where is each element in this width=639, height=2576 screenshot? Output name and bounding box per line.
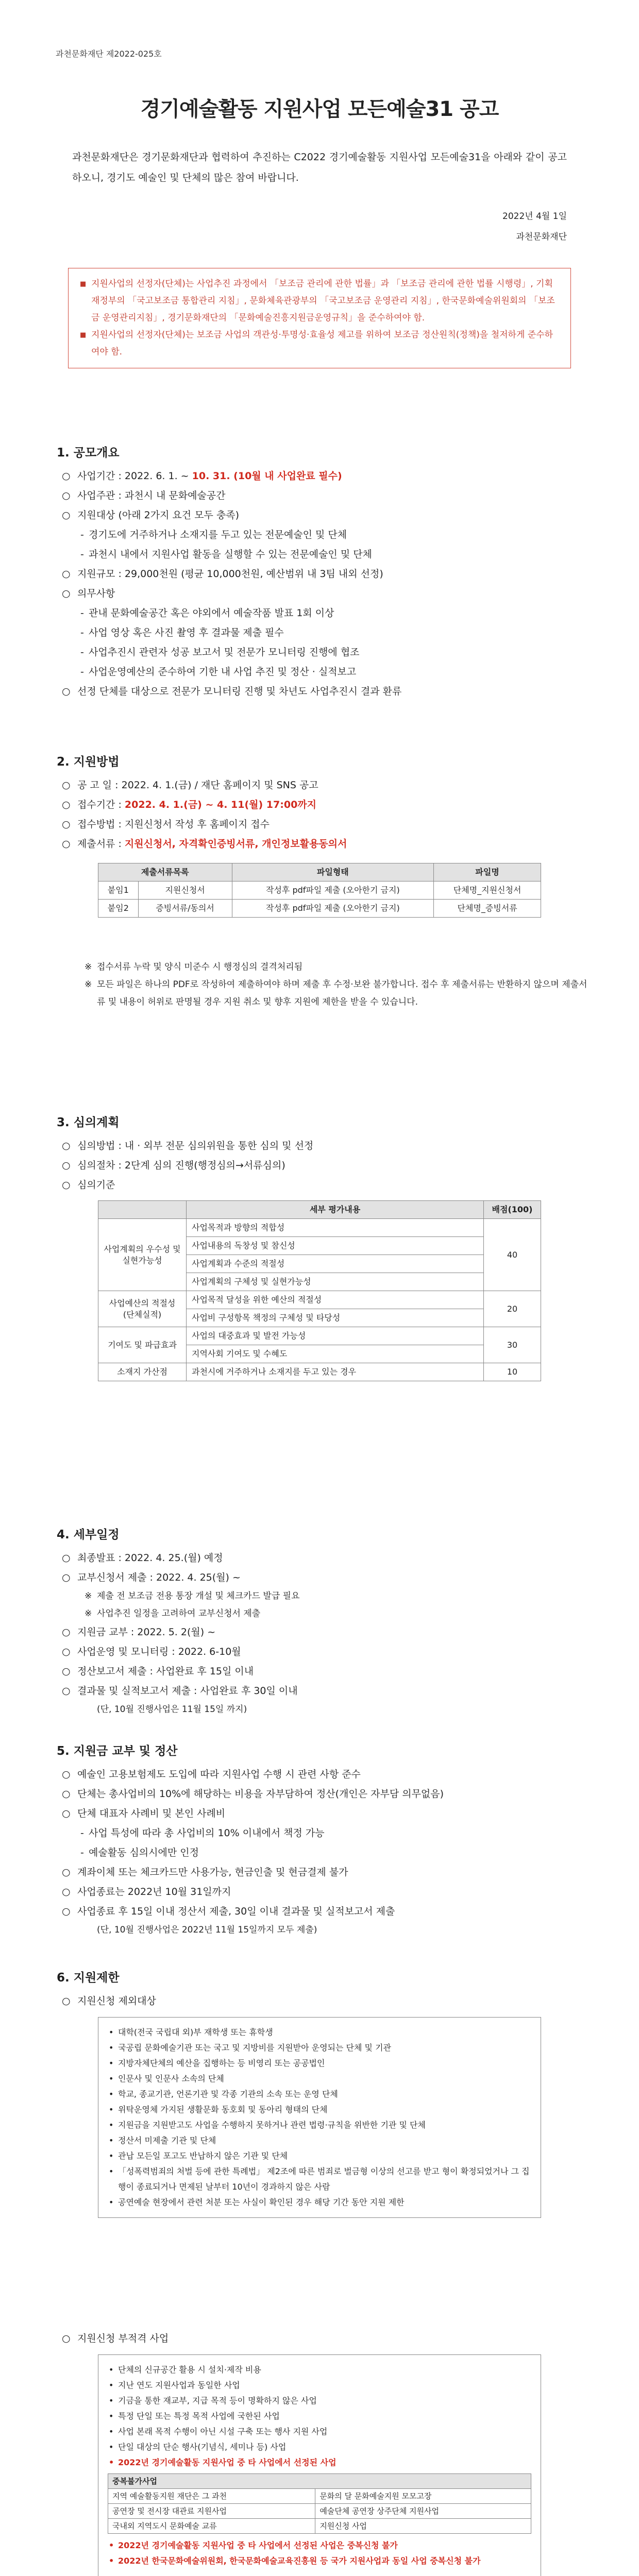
host-row: ○ 사업주관 : 과천시 내 문화예술공간 xyxy=(57,486,587,505)
ineligible-box xyxy=(98,2354,541,2576)
exclusion-item: • 인문사 및 인문사 소속의 단체 xyxy=(108,2071,531,2087)
submission-note: ※ 접수서류 누락 및 양식 미준수 시 행정심의 결격처리됨 xyxy=(57,958,587,976)
ineligible-item: • 사업 본래 목적 수행이 아닌 시설 구축 또는 행사 지원 사업 xyxy=(108,2424,531,2439)
grant-row: ○ 단체는 총사업비의 10%에 해당하는 비용을 자부담하여 정산(개인은 자부담 의무없음) xyxy=(57,1784,587,1804)
section-overview xyxy=(57,443,587,701)
table-header: 중복불가사업 xyxy=(108,2474,531,2489)
table-cell: 단체명_증빙서류 xyxy=(434,900,541,918)
criteria-item: 사업계획과 수준의 적절성 xyxy=(187,1255,484,1273)
criteria-item: 사업목적 달성을 위한 예산의 적절성 xyxy=(187,1291,484,1309)
target-row: ○ 지원대상 (아래 2가지 요건 모두 충족) xyxy=(57,505,587,525)
table-cell: 작성후 pdf파일 제출 (오아한기 금지) xyxy=(232,882,434,900)
criteria-category: 기여도 및 파급효과 xyxy=(98,1327,187,1363)
duplicate-table xyxy=(108,2473,531,2534)
table-row xyxy=(98,1363,541,1381)
section-heading: 5. 지원금 교부 및 정산 xyxy=(57,1744,178,1758)
ineligible-item: • 지난 연도 지원사업과 동일한 사업 xyxy=(108,2378,531,2393)
application-method-row: ○ 접수방법 : 지원신청서 작성 후 홈페이지 접수 xyxy=(57,815,587,834)
criteria-category: 사업계획의 우수성 및 실현가능성 xyxy=(98,1219,187,1291)
schedule-row: ○ 교부신청서 제출 : 2022. 4. 25(월) ~ xyxy=(57,1568,587,1587)
criteria-item: 사업목적과 방향의 적합성 xyxy=(187,1219,484,1237)
schedule-note: (단, 10월 진행사업은 11월 15일 까지) xyxy=(97,1704,247,1715)
section-heading: 3. 심의계획 xyxy=(57,1116,120,1129)
schedule-note: ※ 제출 전 보조금 전용 통장 개설 및 체크카드 발급 필요 xyxy=(57,1587,587,1605)
duty-item: - 관내 문화예술공간 혹은 야외에서 예술작품 발표 1회 이상 xyxy=(57,603,587,623)
exclusion-box xyxy=(98,2017,541,2218)
criteria-points: 30 xyxy=(484,1327,541,1363)
section-heading: 1. 공모개요 xyxy=(57,446,120,460)
ineligible-label: ○ 지원신청 부적격 사업 xyxy=(57,2329,608,2348)
criteria-item: 사업내용의 독창성 및 참신성 xyxy=(187,1237,484,1255)
grant-row: ○ 계좌이체 또는 체크카드만 사용가능, 현금인출 및 현금결제 불가 xyxy=(57,1862,587,1882)
scale-row: ○ 지원규모 : 29,000천원 (평균 10,000천원, 예산범위 내 3팀 내외 선정) xyxy=(57,564,587,584)
table-row xyxy=(98,882,541,900)
duty-item: - 사업운영예산의 준수하여 기한 내 사업 추진 및 정산 · 실적보고 xyxy=(57,662,587,682)
criteria-item: 과천시에 거주하거나 소재지를 두고 있는 경우 xyxy=(187,1363,484,1381)
exclusion-item: • 「성폭력범죄의 처벌 등에 관한 특례법」 제2조에 따른 범죄로 벌금형 이상의 선고를 받고 형이 확정되었거나 그 집행이 종료되거나 면제된 날부터 10년이 경과하지 않은 사람 xyxy=(108,2164,531,2195)
table-row: 지역 예술활동지원 재단은 그 과천 문화의 달 문화예술지원 모모고장 xyxy=(108,2489,531,2504)
section-schedule xyxy=(57,1525,587,1718)
exclusion-item: • 정산서 미제출 기관 및 단체 xyxy=(108,2133,531,2148)
notice-date-row: ○ 공 고 일 : 2022. 4. 1.(금) / 재단 홈페이지 및 SNS 공고 xyxy=(57,775,587,795)
ineligible-item: • 특정 단일 또는 특정 목적 사업에 국한된 사업 xyxy=(108,2409,531,2424)
schedule-note: ※ 사업추진 일정을 고려하여 교부신청서 제출 xyxy=(57,1605,587,1622)
announcement-date: 2022년 4월 1일 xyxy=(502,211,567,222)
schedule-row: ○ 정산보고서 제출 : 사업완료 후 15일 이내 xyxy=(57,1662,587,1681)
table-row xyxy=(98,900,541,918)
exclusion-item: • 공연예술 현장에서 관련 처분 또는 사실이 확인된 경우 해당 기간 동안 지원 제한 xyxy=(108,2195,531,2210)
notice-item: ■ 지원사업의 선정자(단체)는 사업추진 과정에서 「보조금 관리에 관한 법률」과 「보조금 관리에 관한 법률 시행령」, 기획재정부의 「국고보조금 통합관리 지침」, 문화체육관광부의 「국고보조금 운영관리 지침」, 한국문화예술위원회의 「보조금 운영관리지침」, 경기문화재단의 「문화예술진흥지원금운영규칙」을 준수하여야 함. xyxy=(80,276,560,327)
section-heading: 4. 세부일정 xyxy=(57,1528,120,1541)
criteria-points: 20 xyxy=(484,1291,541,1327)
submission-note: ※ 모든 파일은 하나의 PDF로 작성하여 제출하여야 하며 제출 후 수정·보완 불가합니다. 접수 후 제출서류는 반환하지 않으며 제출서류 및 내용이 허위로 판명될 경우 지원 취소 및 향후 지원에 제한을 받을 수 있습니다. xyxy=(57,976,587,1011)
table-header: 제출서류목록 xyxy=(98,863,232,882)
application-period-row: ○ 접수기간 : 2022. 4. 1.(금) ~ 4. 11(월) 17:00까지 xyxy=(57,795,587,815)
duty-row: ○ 의무사항 xyxy=(57,584,587,603)
document-number: 과천문화재단 제2022-025호 xyxy=(56,49,162,59)
criteria-item: 지역사회 기여도 및 수혜도 xyxy=(187,1345,484,1363)
table-cell: 붙임1 xyxy=(98,882,139,900)
review-criteria-row: ○ 심의기준 xyxy=(57,1175,587,1195)
criteria-category: 사업예산의 적절성 (단체실적) xyxy=(98,1291,187,1327)
intro-text: 과천문화재단은 경기문화재단과 협력하여 추진하는 C2022 경기예술활동 지원사업 모든예술31을 아래와 같이 공고하오니, 경기도 예술인 및 단체의 많은 참여 바랍니다. xyxy=(72,151,567,183)
table-cell: 단체명_지원신청서 xyxy=(434,882,541,900)
documents-table xyxy=(98,863,541,918)
grant-item: - 예술활동 심의시에만 인정 xyxy=(57,1843,587,1862)
table-row: 공연장 및 전시장 대관료 지원사업 예술단체 공연장 상주단체 지원사업 xyxy=(108,2504,531,2519)
duty-item: - 사업추진시 관련자 성공 보고서 및 전문가 모니터링 진행에 협조 xyxy=(57,642,587,662)
table-cell: 작성후 pdf파일 제출 (오아한기 금지) xyxy=(232,900,434,918)
target-item: - 경기도에 거주하거나 소재지를 두고 있는 전문예술인 및 단체 xyxy=(57,525,587,545)
grant-row: ○ 예술인 고용보험제도 도입에 따라 지원사업 수행 시 관련 사항 준수 xyxy=(57,1765,587,1784)
table-row: 국내외 지역도시 문화예술 교류 지원신청 사업 xyxy=(108,2519,531,2534)
exclusion-item: • 대학(전국 국립대 외)부 재학생 또는 휴학생 xyxy=(108,2025,531,2040)
criteria-points: 10 xyxy=(484,1363,541,1381)
section-grant xyxy=(57,1741,587,1939)
target-item: - 과천시 내에서 지원사업 활동을 실행할 수 있는 전문예술인 및 단체 xyxy=(57,545,587,564)
notice-box xyxy=(68,268,571,368)
exclusion-item: • 국공립 문화예술기관 또는 국고 및 지방비를 지원받아 운영되는 단체 및 기관 xyxy=(108,2040,531,2056)
table-header: 파일형태 xyxy=(232,863,434,882)
documents-row: ○ 제출서류 : 지원신청서, 자격확인증빙서류, 개인정보활용동의서 xyxy=(57,834,587,854)
page-title: 경기예술활동 지원사업 모든예술31 공고 xyxy=(140,97,499,121)
review-process-row: ○ 심의절차 : 2단계 심의 진행(행정심의→서류심의) xyxy=(57,1156,587,1175)
organization-name: 과천문화재단 xyxy=(516,232,567,242)
ineligible-warning: • 2022년 한국문화예술위원회, 한국문화예술교육진흥원 등 국가 지원사업과 동일 사업 중복신청 불가 xyxy=(108,2553,531,2569)
section-review xyxy=(57,1113,587,1473)
table-cell: 증빙서류/동의서 xyxy=(138,900,232,918)
table-row xyxy=(98,1219,541,1237)
criteria-item: 사업계획의 구체성 및 실현가능성 xyxy=(187,1273,484,1291)
exclusion-item: • 위탁운영체 가지된 생활문화 동호회 및 동아리 형태의 단체 xyxy=(108,2102,531,2117)
schedule-row: ○ 결과물 및 실적보고서 제출 : 사업완료 후 30일 이내 xyxy=(57,1681,587,1701)
exclusion-item: • 관납 모든일 포고도 반납하지 않은 기관 및 단체 xyxy=(108,2148,531,2164)
table-cell: 붙임2 xyxy=(98,900,139,918)
grant-row: ○ 단체 대표자 사례비 및 본인 사례비 xyxy=(57,1804,587,1823)
exclusion-label: ○ 지원신청 제외대상 xyxy=(57,1991,587,2011)
review-method-row: ○ 심의방법 : 내 · 외부 전문 심의위원을 통한 심의 및 선정 xyxy=(57,1136,587,1156)
exclusion-item: • 지방자체단체의 예산을 집행하는 등 비영리 또는 공공법인 xyxy=(108,2056,531,2071)
notice-item: ■ 지원사업의 선정자(단체)는 보조금 사업의 객관성·투명성·효율성 제고를 위하여 보조금 정산원칙(정책)을 철저하게 준수하여야 함. xyxy=(80,327,560,361)
exclusion-item: • 지원금을 지원받고도 사업을 수행하지 못하거나 관련 법령·규칙을 위반한 기관 및 단체 xyxy=(108,2117,531,2133)
table-header: 배점(100) xyxy=(484,1201,541,1219)
schedule-row: ○ 지원금 교부 : 2022. 5. 2(월) ~ xyxy=(57,1622,587,1642)
table-row xyxy=(98,1291,541,1309)
ineligible-warning: • 2022년 경기예술활동 지원사업 중 타 사업에서 선정된 사업은 중복신청 불가 xyxy=(108,2538,531,2553)
table-row xyxy=(98,1327,541,1345)
table-cell: 지원신청서 xyxy=(138,882,232,900)
selected-row: ○ 선정 단체를 대상으로 전문가 모니터링 진행 및 차년도 사업추진시 결과 환류 xyxy=(57,682,587,701)
table-header: 세부 평가내용 xyxy=(187,1201,484,1219)
section-restrictions xyxy=(57,1968,587,2576)
grant-note: (단, 10월 진행사업은 2022년 11월 15일까지 모두 제출) xyxy=(97,1925,317,1935)
grant-row: ○ 사업종료는 2022년 10월 31일까지 xyxy=(57,1882,587,1902)
section-heading: 2. 지원방법 xyxy=(57,755,120,769)
criteria-item: 사업의 대중효과 및 발전 가능성 xyxy=(187,1327,484,1345)
grant-item: - 사업 특성에 따라 총 사업비의 10% 이내에서 책정 가능 xyxy=(57,1823,587,1843)
ineligible-item: • 단일 대상의 단순 행사(기념식, 세미나 등) 사업 xyxy=(108,2439,531,2455)
period-row: ○ 사업기간 : 2022. 6. 1. ~ 10. 31. (10월 내 사업완료 필수) xyxy=(57,466,587,486)
ineligible-item: • 기금을 통한 재교부, 지급 목적 등이 명확하지 않은 사업 xyxy=(108,2393,531,2409)
schedule-row: ○ 최종발표 : 2022. 4. 25.(월) 예정 xyxy=(57,1548,587,1568)
criteria-points: 40 xyxy=(484,1219,541,1291)
duty-item: - 사업 영상 혹은 사진 촬영 후 결과물 제출 필수 xyxy=(57,623,587,642)
exclusion-item: • 학교, 종교기관, 언론기관 및 각종 기관의 소속 또는 운영 단체 xyxy=(108,2087,531,2102)
section-heading: 6. 지원제한 xyxy=(57,1971,120,1985)
ineligible-item: • 단체의 신규공간 활용 시 설치·제작 비용 xyxy=(108,2362,531,2378)
ineligible-item: • 2022년 경기예술활동 지원사업 중 타 사업에서 선정된 사업 xyxy=(108,2455,531,2470)
criteria-item: 사업비 구성항목 책정의 구체성 및 타당성 xyxy=(187,1309,484,1327)
grant-row: ○ 사업종료 후 15일 이내 정산서 제출, 30일 이내 결과물 및 실적보고서 제출 xyxy=(57,1902,587,1921)
section-method xyxy=(57,752,587,1072)
schedule-row: ○ 사업운영 및 모니터링 : 2022. 6-10월 xyxy=(57,1642,587,1662)
criteria-category: 소재지 가산점 xyxy=(98,1363,187,1381)
criteria-table xyxy=(98,1200,541,1381)
table-header: 파일명 xyxy=(434,863,541,882)
